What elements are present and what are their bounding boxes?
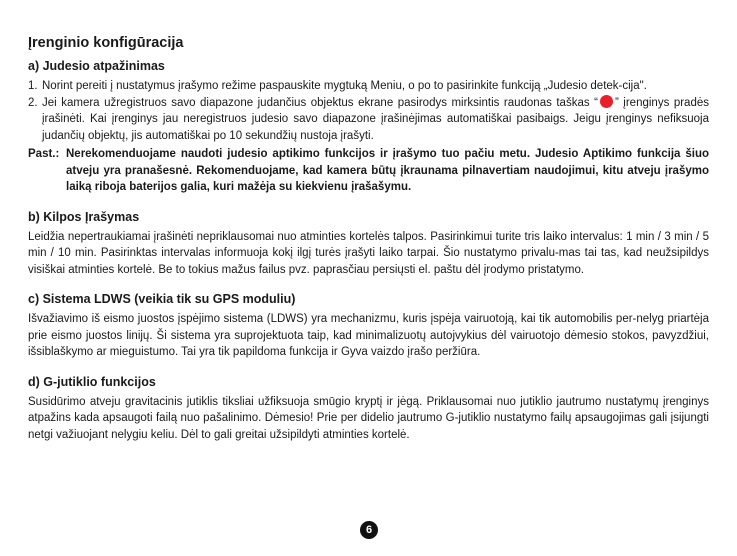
list-text-after: ” įrenginys pradės įrašinėti. Kai įrenginys jau neregistruos judesio savo diapazone įrašinėjimas automatiškai pasibaigs. Jeigu įrenginys nefiksuoja judančių objektų, jis automatiškai po 10 sekundžių nustoja įrašyti.: [42, 96, 709, 142]
section-heading: b) Kilpos Įrašymas: [28, 209, 140, 224]
page-content: [28, 34, 709, 447]
section-heading: a) Judesio atpažinimas: [28, 59, 165, 73]
section-text: Susidūrimo atveju gravitacinis jutiklis tiksliai užfiksuoja smūgio kryptį ir jėgą. Priklausomai nuo jutiklio jautrumo nustatymų įrenginys atpažins kada apsaugoti failą nuo pašalinimo. Dėmesio! Prie per didelio jautrumo G-jutiklio nustatymo failų apsaugojimas gali įsijungti netgi važiuojant nelygiu keliu. Dėl to gali greitai užsipildyti atminties kortelė.: [28, 395, 709, 441]
list-text: Norint pereiti į nustatymus įrašymo režime paspauskite mygtuką Meniu, o po to pasirinkite funkciją „Judesio detek-cija".: [42, 80, 647, 92]
list-item: [28, 95, 709, 145]
section-text: Išvažiavimo iš eismo juostos įspėjimo sistema (LDWS) yra mechanizmu, kuris įspėja vairuotoją, kai tik automobilis per-nelyg priartėja prie eismo juostos linijų. Ši sistema yra suprojektuota taip, kad minimalizuotų autojvykius dėl vairuotojo dėmesio stokos, pavyzdžiui, išsiblaškymo ar mieguistumo. Tai yra tik papildoma funkcija ir Gyva vaizdo įrašo peržiūra.: [28, 313, 709, 358]
red-dot-icon: [600, 95, 613, 108]
section-motion-detection: [28, 58, 709, 196]
list-item: [28, 78, 709, 95]
instruction-list: [28, 78, 709, 144]
section-heading: d) G-jutiklio funkcijos: [28, 374, 156, 389]
note-text: Nerekomenduojame naudoti judesio aptikimo funkcijos ir įrašymo tuo pačiu metu. Judesio Aptikimo funkcija šiuo atveju yra pranašesnė. Rekomenduojame, kad kamera būtų įkraunama pilnavertiam naudojimui, kitu atveju įrašymo laiką riboja baterijos galia, kuri mažėja su kiekvienu įrašašymu.: [66, 148, 709, 193]
list-number: 2.: [28, 96, 38, 109]
section-text: Leidžia nepertraukiamai įrašinėti nepriklausomai nuo atminties kortelės talpos. Pasirinkimui turite tris laiko intervalus: 1 min / 3 min / 5 min / 10 min. Pasirinktas intervalas informuoja kokį ilgį turės įrašyti laiko tarpai. Šio nustatymo privalu-mas tai tas, kad neužsipildys visiškai atminties kortelė. Be to tokius mažus failus pvz. paprasčiau persiųsti el. paštu dėl įrodymo pristatymo.: [28, 230, 709, 276]
list-text-before: Jei kamera užregistruos savo diapazone judančius objektus ekrane pasirodys mirksintis raudonas taškas “: [42, 96, 598, 109]
page-title: Įrenginio konfigūracija: [28, 35, 184, 51]
section-loop-recording: [28, 209, 709, 279]
list-number: 1.: [28, 80, 38, 92]
note: [28, 146, 709, 196]
section-ldws: [28, 291, 709, 361]
page-number-badge: 6: [360, 521, 378, 539]
note-label: Past.:: [28, 148, 60, 160]
section-heading: c) Sistema LDWS (veikia tik su GPS moduliu): [28, 292, 296, 306]
section-g-sensor: [28, 374, 709, 444]
